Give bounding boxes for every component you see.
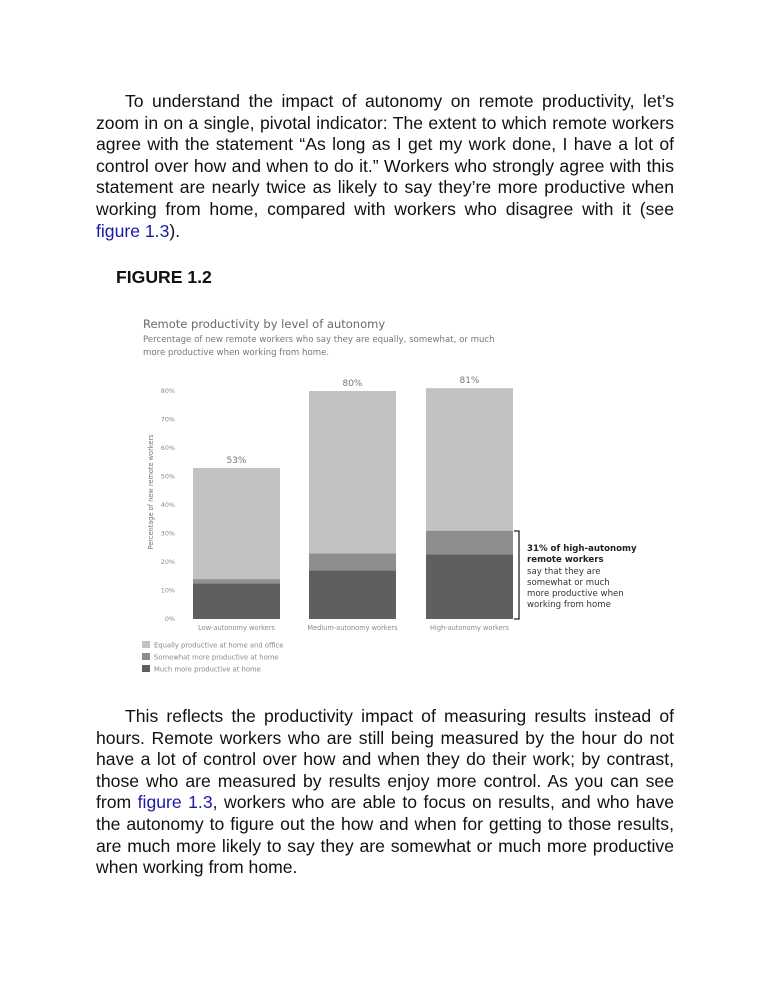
legend-label: Much more productive at home xyxy=(154,665,261,674)
y-tick-label: 60% xyxy=(160,444,175,452)
bar-segment xyxy=(426,388,513,531)
annotation-bold-line-2: remote workers xyxy=(527,555,604,565)
chart-subtitle-line-2: more productive when working from home. xyxy=(143,348,330,358)
results-paragraph xyxy=(96,706,674,879)
y-axis-label: Percentage of new remote workers xyxy=(147,434,155,550)
y-tick-label: 20% xyxy=(160,558,175,566)
annotation-line-3: more productive when xyxy=(527,589,624,599)
y-tick-label: 10% xyxy=(160,586,175,595)
bar-segment xyxy=(426,531,513,555)
intro-text: To understand the impact of autonomy on remote productivity, let’s zoom in on a single, pivotal indicator: The extent to which remote workers agree with the statement “As long as I get my work done, I have a lot of control over how and when to do it.” Workers who strongly agree with this statement are nearly twice as likely to say they’re more productive when working from home, compared with workers who disagree with it (see xyxy=(96,91,674,219)
y-tick-label: 30% xyxy=(160,529,175,538)
legend-swatch xyxy=(142,665,150,672)
legend-label: Somewhat more productive at home xyxy=(154,653,279,662)
figure-1-3-link[interactable]: figure 1.3 xyxy=(96,220,170,241)
bar-segment xyxy=(309,391,396,553)
figure-label: FIGURE 1.2 xyxy=(116,267,212,287)
results-text: This reflects the productivity impact of measuring results instead of hours. Remote workers who are still being measured by the hour do not have a lot of control over how and when they do their work; by contrast, those who are measured by results enjoy more control. As you can see from xyxy=(96,706,674,813)
results-text-end: , workers who are able to focus on results, and who have the autonomy to figure out the how and when for getting to those results, are much more likely to say they are somewhat or much more productive when working from home. xyxy=(96,792,675,878)
chart-subtitle-line-1: Percentage of new remote workers who say they are equally, somewhat, or much xyxy=(143,335,495,345)
y-tick-label: 0% xyxy=(164,615,175,623)
category-labels xyxy=(198,624,509,632)
figure-1-3-link-2[interactable]: figure 1.3 xyxy=(137,792,213,813)
bar-segment xyxy=(193,583,280,619)
annotation-line-4: working from home xyxy=(527,600,611,610)
annotation-line-2: somewhat or much xyxy=(527,578,610,588)
annotation-line-1: say that they are xyxy=(527,567,601,577)
bars xyxy=(193,388,513,619)
chart-title: Remote productivity by level of autonomy xyxy=(143,317,386,331)
annotation-bold-line-1: 31% of high-autonomy xyxy=(527,544,637,554)
y-tick-label: 50% xyxy=(160,472,175,481)
bar-total-label: 80% xyxy=(342,379,363,389)
category-label: Low-autonomy workers xyxy=(198,624,275,632)
legend-swatch xyxy=(142,641,150,648)
bar-segment xyxy=(309,571,396,619)
bar-segment xyxy=(193,579,280,583)
legend-swatch xyxy=(142,653,150,660)
bar-total-label: 81% xyxy=(459,376,480,387)
y-tick-label: 40% xyxy=(160,501,175,509)
bar-segment xyxy=(309,553,396,570)
intro-text-end: ). xyxy=(169,220,181,241)
bar-segment xyxy=(426,554,513,619)
bar-segment xyxy=(193,468,280,579)
legend-label: Equally productive at home and office xyxy=(154,641,284,650)
category-label: Medium-autonomy workers xyxy=(307,624,398,632)
y-tick-label: 70% xyxy=(160,415,175,424)
category-label: High-autonomy workers xyxy=(430,624,509,632)
y-axis-ticks xyxy=(161,387,175,623)
y-tick-label: 80% xyxy=(160,387,175,395)
annotation-bracket xyxy=(514,531,519,619)
bar-total-label: 53% xyxy=(226,455,247,466)
chart-legend xyxy=(142,641,283,674)
